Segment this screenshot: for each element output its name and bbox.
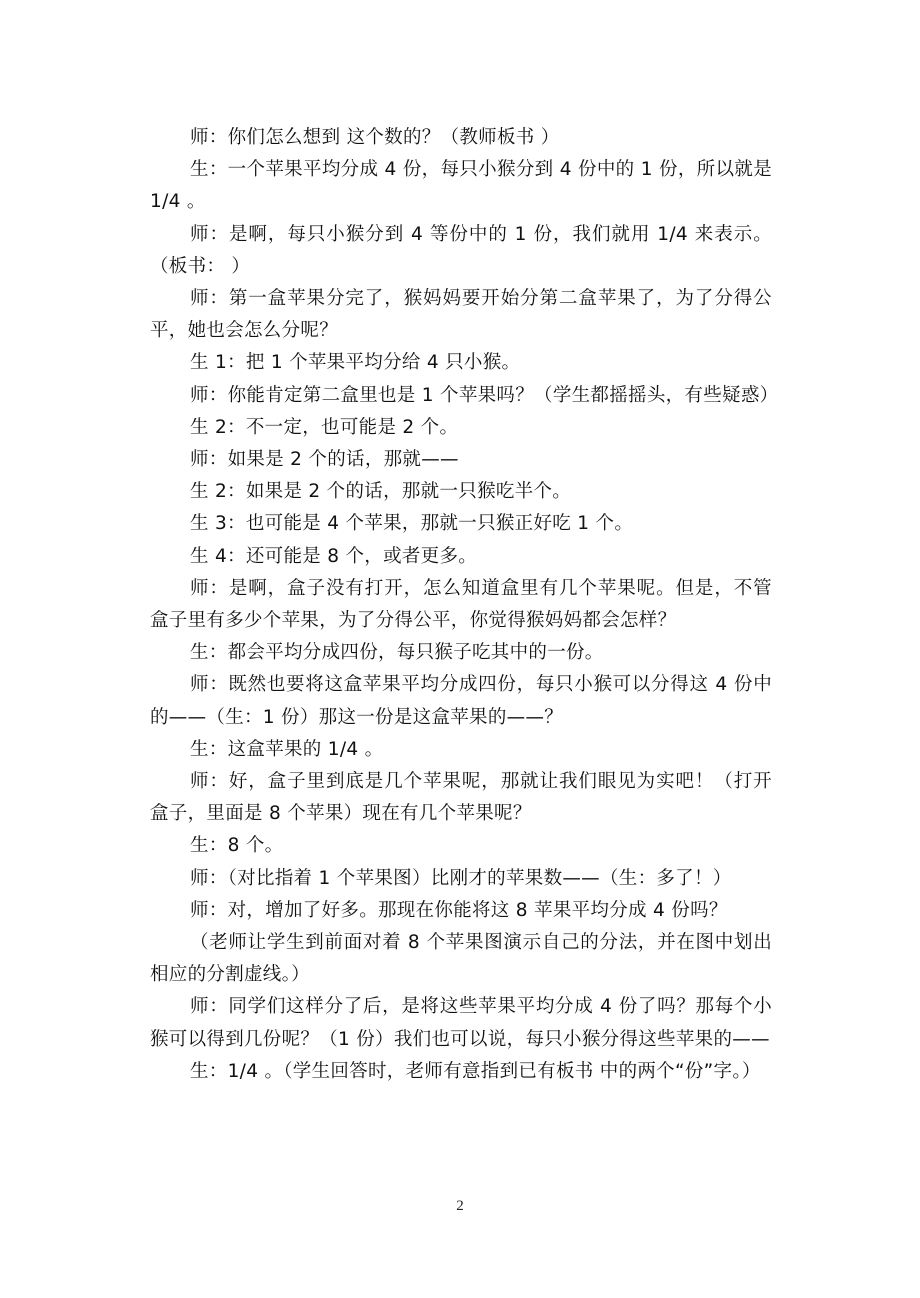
paragraph: 师：你们怎么想到 这个数的？（教师板书 ） [190,127,560,148]
page-number: 2 [456,1198,464,1214]
paragraph: 生：都会平均分成四份，每只猴子吃其中的一份。 [190,642,604,664]
paragraph: 师：如果是 2 个的话，那就—— [190,449,459,471]
paragraph: （老师让学生到前面对着 8 个苹果图演示自己的分法，并在图中划出相应的分割虚线。） [150,932,772,986]
paragraph: 师：是啊，每只小猴分到 4 等份中的 1 份，我们就用 1/4 来表示。（板书： ） [150,223,772,277]
paragraph: 生：8 个。 [190,835,284,857]
paragraph: 师：对，增加了好多。那现在你能将这 8 苹果平均分成 4 份吗？ [190,899,728,921]
paragraph: 生 2：不一定，也可能是 2 个。 [190,416,459,438]
document-body [150,122,779,1088]
paragraph: 生：1/4 。（学生回答时，老师有意指到已有板书 中的两个“份”字。） [190,1060,761,1082]
paragraph: 师：是啊，盒子没有打开，怎么知道盒里有几个苹果呢。但是，不管盒子里有多少个苹果，为了分得公平，你觉得猴妈妈都会怎样？ [150,577,772,632]
paragraph: 生 3：也可能是 4 个苹果，那就一只猴正好吃 1 个。 [190,513,634,535]
paragraph: 生：一个苹果平均分成 4 份，每只小猴分到 4 份中的 1 份，所以就是 1/4 。 [150,159,772,213]
paragraph: 师：既然也要将这盒苹果平均分成四份，每只小猴可以分得这 4 份中的——（生：1 份）那这一份是这盒苹果的——？ [150,674,772,728]
paragraph: 师：好，盒子里到底是几个苹果呢，那就让我们眼见为实吧！（打开盒子，里面是 8 个苹果）现在有几个苹果呢？ [150,771,772,825]
paragraph: 生 2：如果是 2 个的话，那就一只猴吃半个。 [190,481,572,503]
paragraph: 师：你能肯定第二盒里也是 1 个苹果吗？（学生都摇摇头，有些疑惑） [190,384,779,406]
paragraph: 师：（对比指着 1 个苹果图）比刚才的苹果数——（生：多了！） [190,867,732,889]
paragraph: 师：第一盒苹果分完了，猴妈妈要开始分第二盒苹果了，为了分得公平，她也会怎么分呢？ [150,288,772,342]
paragraph: 师：同学们这样分了后，是将这些苹果平均分成 4 份了吗？那每个小猴可以得到几份呢？（1 份）我们也可以说，每只小猴分得这些苹果的—— [150,996,772,1050]
paragraph: 生：这盒苹果的 1/4 。 [190,738,384,760]
paragraph: 生 1：把 1 个苹果平均分给 4 只小猴。 [190,352,521,374]
paragraph: 生 4：还可能是 8 个，或者更多。 [190,545,478,567]
